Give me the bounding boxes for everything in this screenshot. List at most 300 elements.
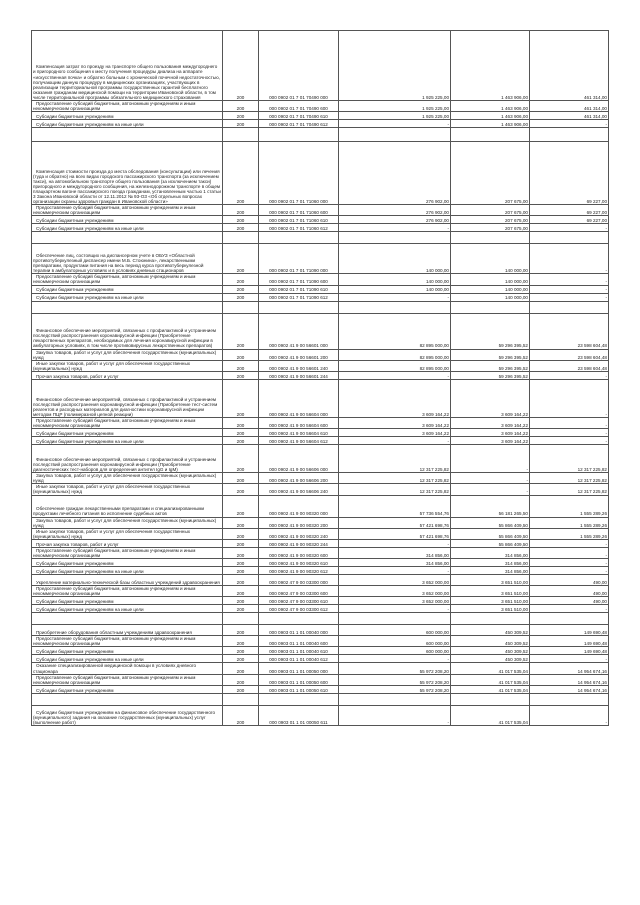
code-cell: 200	[223, 429, 259, 437]
rest-cell: -	[530, 371, 609, 379]
budget-table	[31, 30, 609, 726]
name-cell: Субсидии бюджетным учреждениям	[32, 685, 223, 693]
fact-cell: 41 017 535,04	[451, 663, 530, 674]
fact-cell: 55 866 409,50	[451, 517, 530, 528]
kbk-cell: 000 0903 01 1 01 00050 000	[259, 663, 339, 674]
kbk-cell: 000 0902 41 9 00 90320 610	[259, 559, 339, 567]
plan-cell: 276 902,00	[339, 205, 451, 216]
empty-cell	[259, 232, 339, 244]
fact-cell: 450 309,52	[451, 647, 530, 655]
kbk-cell: 000 0902 41 9 00 56601 000	[259, 313, 339, 349]
empty-cell	[451, 301, 530, 313]
rest-cell: -	[530, 379, 609, 417]
fact-cell: 140 000,00	[451, 274, 530, 285]
name-cell: Субсидии бюджетным учреждениям	[32, 647, 223, 655]
kbk-cell: 000 0902 41 9 00 56601 200	[259, 349, 339, 360]
plan-cell: 3 609 164,22	[339, 417, 451, 428]
empty-cell	[339, 693, 451, 705]
rest-cell: 461 314,00	[530, 101, 609, 112]
plan-cell: 600 000,00	[339, 636, 451, 647]
table-row	[32, 517, 609, 528]
empty-cell	[32, 128, 223, 142]
name-cell: Субсидии бюджетным учреждениям	[32, 559, 223, 567]
table-row	[32, 705, 609, 725]
rest-cell: 12 317 225,82	[530, 484, 609, 495]
rest-cell: 490,00	[530, 575, 609, 586]
fact-cell: 207 675,00	[451, 224, 530, 232]
fact-cell: 41 017 535,04	[451, 685, 530, 693]
rest-cell: 23 598 604,48	[530, 313, 609, 349]
rest-cell: 1 555 289,26	[530, 528, 609, 539]
name-cell: Прочая закупка товаров, работ и услуг	[32, 371, 223, 379]
empty-cell	[259, 613, 339, 625]
kbk-cell: 000 0902 41 9 00 90320 200	[259, 517, 339, 528]
spacer-row	[32, 693, 609, 705]
fact-cell: 41 017 535,04	[451, 705, 530, 725]
code-cell: 200	[223, 495, 259, 517]
fact-cell: 56 181 265,50	[451, 495, 530, 517]
kbk-cell: 000 0902 01 7 01 71060 000	[259, 142, 339, 205]
name-cell: Субсидии бюджетным учреждениям	[32, 285, 223, 293]
name-cell: Оказание специализированной медицинской помощи в условиях дневного стационара	[32, 663, 223, 674]
empty-cell	[32, 613, 223, 625]
kbk-cell: 000 0902 01 7 01 71090 600	[259, 274, 339, 285]
plan-cell: 12 317 225,82	[339, 484, 451, 495]
fact-cell: 3 651 510,00	[451, 597, 530, 605]
kbk-cell: 000 0902 41 9 00 56606 240	[259, 484, 339, 495]
plan-cell: 276 902,00	[339, 216, 451, 224]
rest-cell: 69 227,00	[530, 142, 609, 205]
name-cell: Иные закупки товаров, работ и услуг для обеспечения государственных (муниципальных) нужд	[32, 484, 223, 495]
rest-cell: 23 598 604,48	[530, 360, 609, 371]
code-cell: 200	[223, 417, 259, 428]
kbk-cell: 000 0902 01 7 01 70490 612	[259, 120, 339, 128]
rest-cell: 69 227,00	[530, 205, 609, 216]
code-cell: 200	[223, 293, 259, 301]
table-row	[32, 142, 609, 205]
table-row	[32, 636, 609, 647]
kbk-cell: 000 0903 01 1 01 00040 600	[259, 636, 339, 647]
code-cell: 200	[223, 685, 259, 693]
fact-cell: 59 296 395,52	[451, 371, 530, 379]
code-cell: 200	[223, 528, 259, 539]
kbk-cell: 000 0902 41 9 00 56606 200	[259, 473, 339, 484]
plan-cell: -	[339, 539, 451, 547]
rest-cell: -	[530, 539, 609, 547]
table-row	[32, 429, 609, 437]
kbk-cell: 000 0903 01 1 01 00040 000	[259, 625, 339, 636]
table-row	[32, 112, 609, 120]
empty-cell	[259, 693, 339, 705]
empty-cell	[339, 301, 451, 313]
code-cell: 200	[223, 559, 259, 567]
empty-cell	[223, 232, 259, 244]
rest-cell: 149 690,48	[530, 636, 609, 647]
empty-cell	[32, 301, 223, 313]
empty-cell	[530, 613, 609, 625]
table-row	[32, 445, 609, 473]
code-cell: 200	[223, 205, 259, 216]
fact-cell: 450 309,52	[451, 636, 530, 647]
plan-cell: 3 652 000,00	[339, 575, 451, 586]
spacer-row	[32, 128, 609, 142]
empty-cell	[530, 128, 609, 142]
plan-cell: -	[339, 371, 451, 379]
code-cell: 200	[223, 437, 259, 445]
code-cell: 200	[223, 101, 259, 112]
kbk-cell: 000 0902 41 9 00 56604 600	[259, 417, 339, 428]
plan-cell: -	[339, 293, 451, 301]
table-row	[32, 244, 609, 274]
code-cell: 200	[223, 517, 259, 528]
fact-cell: 55 866 409,50	[451, 528, 530, 539]
table-row	[32, 547, 609, 558]
table-row	[32, 216, 609, 224]
empty-cell	[530, 232, 609, 244]
fact-cell: -	[451, 473, 530, 484]
table-row	[32, 31, 609, 101]
table-row	[32, 575, 609, 586]
plan-cell: 57 736 554,76	[339, 495, 451, 517]
name-cell: Субсидии бюджетным учреждениям	[32, 216, 223, 224]
plan-cell: 3 609 164,22	[339, 379, 451, 417]
rest-cell: 490,00	[530, 586, 609, 597]
empty-cell	[339, 232, 451, 244]
name-cell: Обеспечение граждан лекарственными препаратами и специализированными продуктами лечебного питания во исполнение судебных актов	[32, 495, 223, 517]
fact-cell: 59 296 395,52	[451, 360, 530, 371]
plan-cell: 82 895 000,00	[339, 349, 451, 360]
fact-cell: 3 651 510,00	[451, 605, 530, 613]
table-row	[32, 417, 609, 428]
code-cell: 200	[223, 224, 259, 232]
code-cell: 200	[223, 360, 259, 371]
code-cell: 200	[223, 473, 259, 484]
name-cell: Финансовое обеспечение мероприятий, связанных с профилактикой и устранением последствий распространения коронавирусной инфекции (Приобретение диагностических тест-наборов для определения антител IgG и IgM)	[32, 445, 223, 473]
rest-cell: -	[530, 705, 609, 725]
empty-cell	[223, 693, 259, 705]
plan-cell: 55 972 208,20	[339, 663, 451, 674]
code-cell: 200	[223, 539, 259, 547]
fact-cell: 3 651 510,00	[451, 586, 530, 597]
plan-cell: 12 317 225,82	[339, 473, 451, 484]
rest-cell: 1 555 289,26	[530, 495, 609, 517]
fact-cell: 59 296 395,52	[451, 313, 530, 349]
name-cell: Закупка товаров, работ и услуг для обеспечения государственных (муниципальных) нужд	[32, 473, 223, 484]
code-cell: 200	[223, 575, 259, 586]
fact-cell: 450 309,52	[451, 625, 530, 636]
kbk-cell: 000 0902 01 7 01 71090 612	[259, 293, 339, 301]
kbk-cell: 000 0902 41 9 00 90320 600	[259, 547, 339, 558]
rest-cell: -	[530, 417, 609, 428]
plan-cell: 140 000,00	[339, 244, 451, 274]
plan-cell: 276 902,00	[339, 142, 451, 205]
plan-cell: 140 000,00	[339, 285, 451, 293]
plan-cell: 82 895 000,00	[339, 360, 451, 371]
code-cell: 200	[223, 379, 259, 417]
table-row	[32, 647, 609, 655]
name-cell: Предоставление субсидий бюджетным, автономным учреждениям и иным некоммерческим организациям	[32, 636, 223, 647]
rest-cell: 149 690,48	[530, 647, 609, 655]
fact-cell: 3 609 164,22	[451, 417, 530, 428]
rest-cell: -	[530, 244, 609, 274]
fact-cell: 3 609 164,22	[451, 379, 530, 417]
empty-cell	[32, 232, 223, 244]
fact-cell: 314 856,00	[451, 567, 530, 575]
rest-cell: -	[530, 547, 609, 558]
empty-cell	[451, 613, 530, 625]
code-cell: 200	[223, 313, 259, 349]
code-cell: 200	[223, 586, 259, 597]
rest-cell: -	[530, 559, 609, 567]
code-cell: 200	[223, 705, 259, 725]
rest-cell: 14 954 674,16	[530, 685, 609, 693]
kbk-cell: 000 0902 41 9 00 56601 240	[259, 360, 339, 371]
empty-cell	[451, 128, 530, 142]
name-cell: Иные закупки товаров, работ и услуг для обеспечения государственных (муниципальных) нужд	[32, 360, 223, 371]
code-cell: 200	[223, 349, 259, 360]
rest-cell: 14 954 674,16	[530, 674, 609, 685]
name-cell: Субсидии бюджетным учреждениям	[32, 112, 223, 120]
name-cell: Предоставление субсидий бюджетным, автономным учреждениям и иным некоммерческим организациям	[32, 274, 223, 285]
rest-cell: -	[530, 285, 609, 293]
code-cell: 200	[223, 647, 259, 655]
table-row	[32, 625, 609, 636]
fact-cell: 450 309,52	[451, 655, 530, 663]
code-cell: 200	[223, 636, 259, 647]
code-cell: 200	[223, 142, 259, 205]
rest-cell: 149 690,48	[530, 625, 609, 636]
kbk-cell: 000 0902 41 9 00 56604 612	[259, 437, 339, 445]
table-row	[32, 224, 609, 232]
empty-cell	[223, 301, 259, 313]
table-row	[32, 285, 609, 293]
table-row	[32, 495, 609, 517]
plan-cell: -	[339, 120, 451, 128]
kbk-cell: 000 0902 01 7 01 71060 610	[259, 216, 339, 224]
table-row	[32, 360, 609, 371]
rest-cell: -	[530, 120, 609, 128]
kbk-cell: 000 0903 01 1 01 00050 600	[259, 674, 339, 685]
kbk-cell: 000 0902 41 9 00 56606 000	[259, 445, 339, 473]
rest-cell: 461 314,00	[530, 112, 609, 120]
code-cell: 200	[223, 663, 259, 674]
name-cell: Предоставление субсидий бюджетным, автономным учреждениям и иным некоммерческим организациям	[32, 674, 223, 685]
table-row	[32, 101, 609, 112]
code-cell: 200	[223, 484, 259, 495]
plan-cell: 600 000,00	[339, 625, 451, 636]
fact-cell: 314 856,00	[451, 547, 530, 558]
name-cell: Обеспечение лиц, состоящих на диспансерном учете в ОБУЗ «Областной противотуберкулезный диспансер имени М.Б. Стоюнина», лекарственными препаратами, продуктами питания на весь период курса противотуберкулезной терапии в амбулаторных условиях и в условиях дневных стационаров	[32, 244, 223, 274]
kbk-cell: 000 0902 01 7 01 71060 600	[259, 205, 339, 216]
plan-cell: 57 421 698,76	[339, 528, 451, 539]
name-cell: Субсидии бюджетным учреждениям на финансовое обеспечение государственного (муниципального) задания на оказание государственных (муниципальных) услуг (выполнение работ)	[32, 705, 223, 725]
name-cell: Предоставление субсидий бюджетным, автономным учреждениям и иным некоммерческим организациям	[32, 101, 223, 112]
plan-cell: -	[339, 224, 451, 232]
empty-cell	[451, 232, 530, 244]
rest-cell: 12 317 225,82	[530, 445, 609, 473]
rest-cell: 490,00	[530, 597, 609, 605]
rest-cell: -	[530, 293, 609, 301]
table-row	[32, 567, 609, 575]
table-row	[32, 379, 609, 417]
plan-cell: 82 895 000,00	[339, 313, 451, 349]
table-row	[32, 293, 609, 301]
name-cell: Прочая закупка товаров, работ и услуг	[32, 539, 223, 547]
table-row	[32, 484, 609, 495]
fact-cell: 3 609 164,22	[451, 429, 530, 437]
code-cell: 200	[223, 285, 259, 293]
rest-cell: -	[530, 567, 609, 575]
table-row	[32, 349, 609, 360]
fact-cell: 3 651 510,00	[451, 575, 530, 586]
fact-cell: 41 017 535,04	[451, 674, 530, 685]
name-cell: Предоставление субсидий бюджетным, автономным учреждениям и иным некоммерческим организациям	[32, 547, 223, 558]
rest-cell: -	[530, 224, 609, 232]
code-cell: 200	[223, 445, 259, 473]
name-cell: Закупка товаров, работ и услуг для обеспечения государственных (муниципальных) нужд	[32, 517, 223, 528]
fact-cell: 1 463 906,00	[451, 120, 530, 128]
table-row	[32, 539, 609, 547]
plan-cell: 314 856,00	[339, 559, 451, 567]
fact-cell: 1 463 906,00	[451, 101, 530, 112]
code-cell: 200	[223, 274, 259, 285]
name-cell: Субсидии бюджетным учреждениям на иные цели	[32, 293, 223, 301]
empty-cell	[339, 128, 451, 142]
name-cell: Компенсация затрат по проезду на транспорте общего пользования междугороднего и пригородного сообщения к месту получения процедуры диализа на аппарате «искусственная почка» и обратно больным с хронической почечной недостаточностью, получающим данную процедуру в медицинских организациях, участвующих в реализации территориальной программы государственных гарантий бесплатного оказания гражданам медицинской помощи на территории Ивановской области, в том числе территориальной программы обязательного медицинского страхования	[32, 31, 223, 101]
code-cell: 200	[223, 605, 259, 613]
fact-cell: 314 856,00	[451, 559, 530, 567]
rest-cell: 23 598 604,48	[530, 349, 609, 360]
fact-cell: 55 866 409,50	[451, 539, 530, 547]
kbk-cell: 000 0902 41 9 00 90320 000	[259, 495, 339, 517]
table-row	[32, 205, 609, 216]
table-row	[32, 586, 609, 597]
name-cell: Предоставление субсидий бюджетным, автономным учреждениям и иным некоммерческим организациям	[32, 205, 223, 216]
code-cell: 200	[223, 625, 259, 636]
kbk-cell: 000 0902 41 9 00 56601 244	[259, 371, 339, 379]
rest-cell: 461 314,00	[530, 31, 609, 101]
plan-cell: 600 000,00	[339, 647, 451, 655]
plan-cell: -	[339, 605, 451, 613]
kbk-cell: 000 0902 01 7 01 70490 000	[259, 31, 339, 101]
kbk-cell: 000 0902 01 7 01 71090 610	[259, 285, 339, 293]
code-cell: 200	[223, 567, 259, 575]
name-cell: Предоставление субсидий бюджетным, автономным учреждениям и иным некоммерческим организациям	[32, 586, 223, 597]
plan-cell: 12 317 225,82	[339, 445, 451, 473]
kbk-cell: 000 0902 47 9 00 03300 612	[259, 605, 339, 613]
table-body	[32, 31, 609, 726]
fact-cell: 207 675,00	[451, 216, 530, 224]
code-cell: 200	[223, 547, 259, 558]
name-cell: Субсидии бюджетным учреждениям на иные цели	[32, 605, 223, 613]
kbk-cell: 000 0902 47 9 00 03300 000	[259, 575, 339, 586]
fact-cell: 1 463 906,00	[451, 31, 530, 101]
name-cell: Субсидии бюджетным учреждениям на иные цели	[32, 120, 223, 128]
kbk-cell: 000 0902 01 7 01 71060 612	[259, 224, 339, 232]
kbk-cell: 000 0902 01 7 01 71090 000	[259, 244, 339, 274]
empty-cell	[223, 613, 259, 625]
fact-cell: 3 609 164,22	[451, 437, 530, 445]
plan-cell: 314 856,00	[339, 547, 451, 558]
fact-cell: 59 296 395,52	[451, 349, 530, 360]
plan-cell: -	[339, 437, 451, 445]
fact-cell: 140 000,00	[451, 293, 530, 301]
kbk-cell: 000 0902 47 9 00 03300 610	[259, 597, 339, 605]
rest-cell: -	[530, 655, 609, 663]
fact-cell: 140 000,00	[451, 244, 530, 274]
kbk-cell: 000 0902 41 9 00 90320 612	[259, 567, 339, 575]
table-row	[32, 559, 609, 567]
rest-cell: -	[530, 605, 609, 613]
name-cell: Закупка товаров, работ и услуг для обеспечения государственных (муниципальных) нужд	[32, 349, 223, 360]
name-cell: Финансовое обеспечение мероприятий, связанных с профилактикой и устранением последствий распространения коронавирусной инфекции (Приобретение лекарственных препаратов, необходимых для лечения коронавирусной инфекции в амбулаторных условиях, в том числе противовирусных лекарственных препаратов)	[32, 313, 223, 349]
plan-cell: 3 652 000,00	[339, 597, 451, 605]
code-cell: 200	[223, 216, 259, 224]
code-cell: 200	[223, 120, 259, 128]
plan-cell: 57 421 698,76	[339, 517, 451, 528]
name-cell: Укрепление материально-технической базы областных учреждений здравоохранения	[32, 575, 223, 586]
fact-cell: -	[451, 445, 530, 473]
name-cell: Субсидии бюджетным учреждениям на иные цели	[32, 567, 223, 575]
table-row	[32, 120, 609, 128]
rest-cell: 69 227,00	[530, 216, 609, 224]
fact-cell: 207 675,00	[451, 142, 530, 205]
name-cell: Финансовое обеспечение мероприятий, связанных с профилактикой и устранением последствий распространения коронавирусной инфекции (Приобретение тест-систем реагентов и расходных материалов для диагностики коронавирусной инфекции методом ПЦР (полимеразной цепной реакции)	[32, 379, 223, 417]
empty-cell	[530, 301, 609, 313]
rest-cell: 1 555 289,26	[530, 517, 609, 528]
table-row	[32, 437, 609, 445]
name-cell: Предоставление субсидий бюджетным, автономным учреждениям и иным некоммерческим организациям	[32, 417, 223, 428]
empty-cell	[339, 613, 451, 625]
spacer-row	[32, 613, 609, 625]
rest-cell: -	[530, 429, 609, 437]
plan-cell: 140 000,00	[339, 274, 451, 285]
empty-cell	[530, 693, 609, 705]
plan-cell: -	[339, 655, 451, 663]
table-row	[32, 655, 609, 663]
name-cell: Субсидии бюджетным учреждениям на иные цели	[32, 224, 223, 232]
fact-cell: 1 463 906,00	[451, 112, 530, 120]
table-row	[32, 371, 609, 379]
empty-cell	[32, 693, 223, 705]
rest-cell: -	[530, 437, 609, 445]
table-row	[32, 473, 609, 484]
table-row	[32, 674, 609, 685]
plan-cell: -	[339, 705, 451, 725]
plan-cell: 55 972 208,20	[339, 685, 451, 693]
budget-execution-sheet	[31, 30, 608, 726]
kbk-cell: 000 0903 01 1 01 00050 610	[259, 685, 339, 693]
table-row	[32, 313, 609, 349]
plan-cell: 3 652 000,00	[339, 586, 451, 597]
plan-cell: 55 972 208,20	[339, 674, 451, 685]
fact-cell: 140 000,00	[451, 285, 530, 293]
rest-cell: 14 954 674,16	[530, 663, 609, 674]
code-cell: 200	[223, 371, 259, 379]
table-row	[32, 605, 609, 613]
table-row	[32, 597, 609, 605]
plan-cell: 1 925 225,00	[339, 31, 451, 101]
empty-cell	[259, 301, 339, 313]
name-cell: Субсидии бюджетным учреждениям	[32, 597, 223, 605]
fact-cell: 207 675,00	[451, 205, 530, 216]
rest-cell: 12 317 225,82	[530, 473, 609, 484]
name-cell: Субсидии бюджетным учреждениям	[32, 429, 223, 437]
plan-cell: 1 925 225,00	[339, 112, 451, 120]
table-row	[32, 685, 609, 693]
kbk-cell: 000 0903 01 1 01 00040 612	[259, 655, 339, 663]
spacer-row	[32, 301, 609, 313]
